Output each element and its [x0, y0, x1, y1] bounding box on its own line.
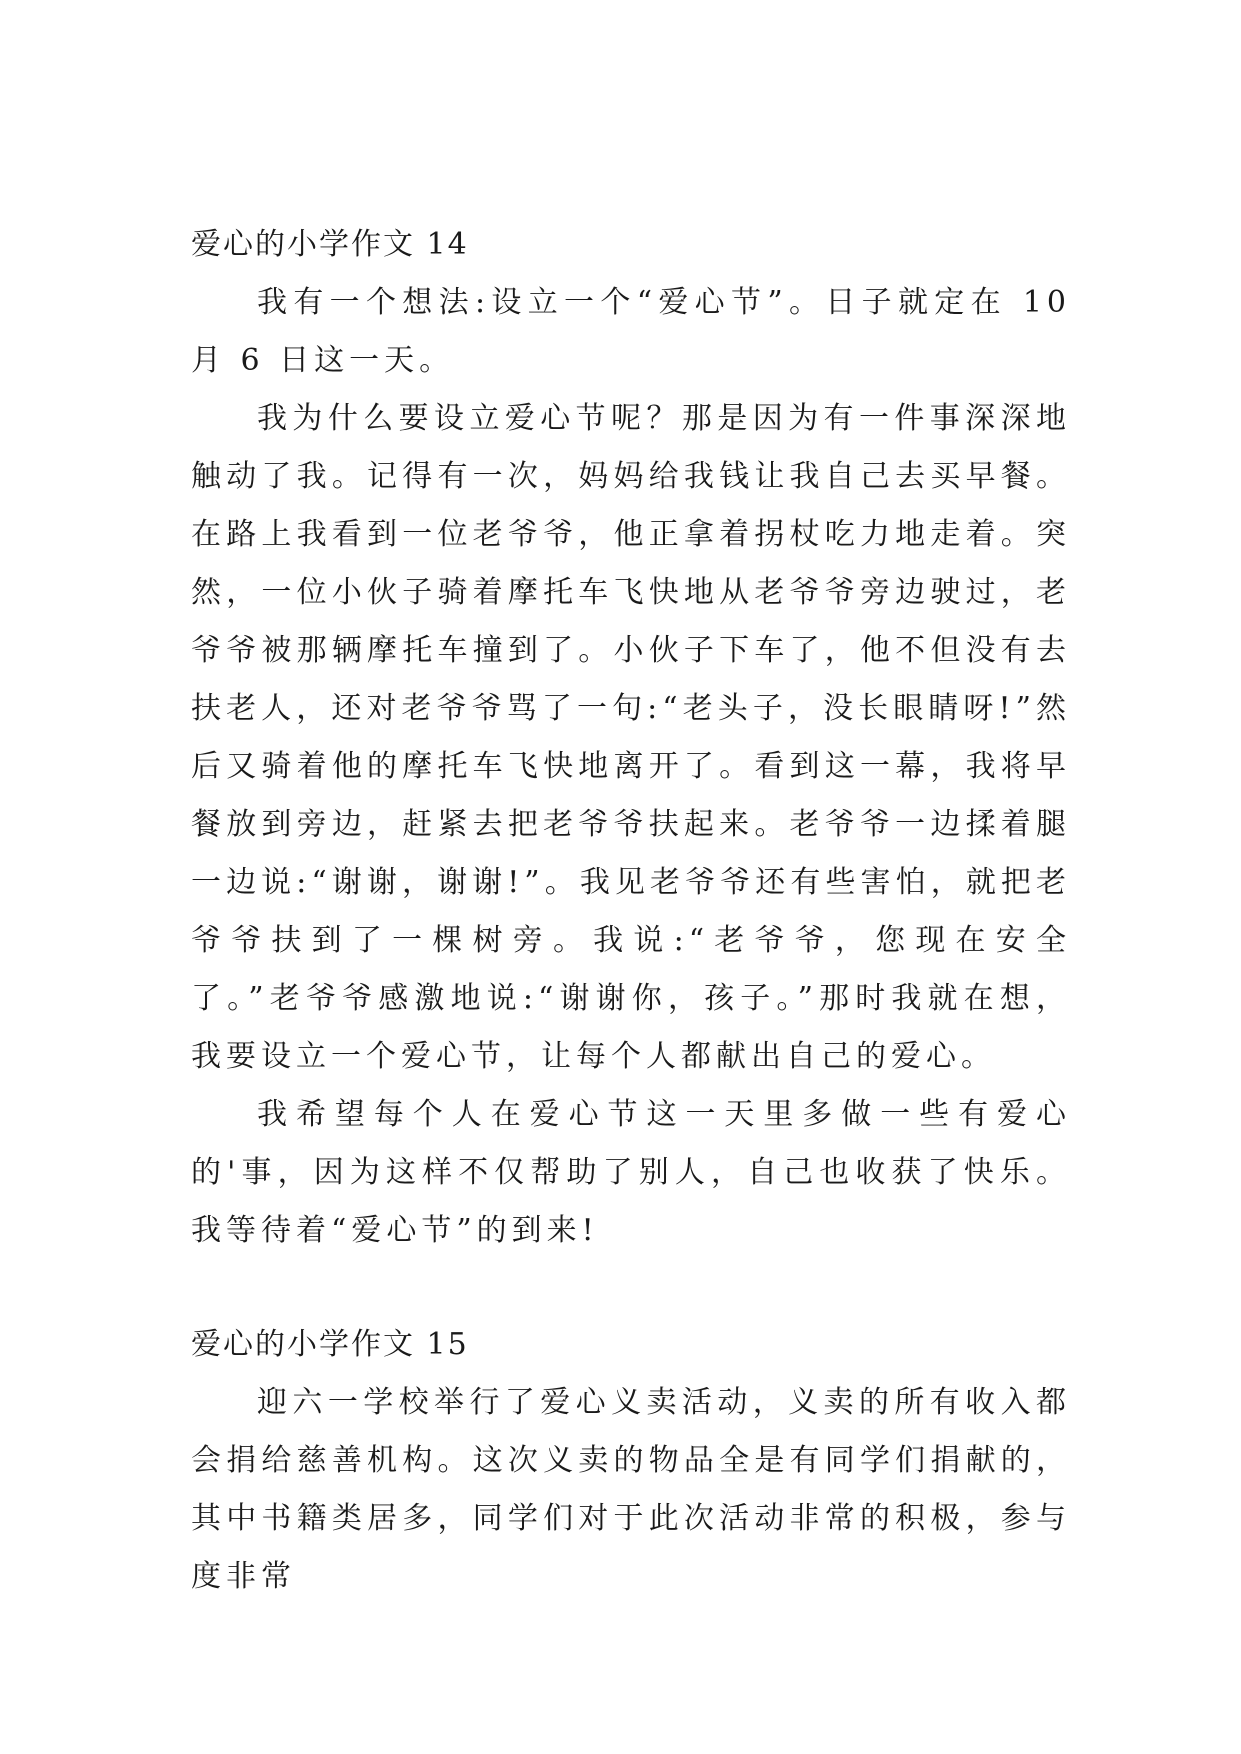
section-spacer	[191, 1260, 1071, 1316]
document-body	[191, 216, 1071, 1606]
essay-14	[191, 216, 1071, 1260]
essay-15-paragraph-1: 迎六一学校举行了爱心义卖活动，义卖的所有收入都会捐给慈善机构。这次义卖的物品全是有同学们捐献的，其中书籍类居多，同学们对于此次活动非常的积极，参与度非常	[191, 1385, 1071, 1594]
essay-15	[191, 1316, 1071, 1606]
essay-15-title: 爱心的小学作文 15	[191, 1327, 469, 1362]
essay-14-paragraph-3: 我希望每个人在爱心节这一天里多做一些有爱心的'事，因为这样不仅帮助了别人，自己也收获了快乐。我等待着“爱心节”的到来!	[191, 1097, 1071, 1248]
essay-14-title: 爱心的小学作文 14	[191, 227, 469, 262]
essay-14-paragraph-1: 我有一个想法:设立一个“爱心节”。日子就定在 10 月 6 日这一天。	[191, 285, 1071, 378]
essay-14-paragraph-2: 我为什么要设立爱心节呢？那是因为有一件事深深地触动了我。记得有一次，妈妈给我钱让我自己去买早餐。在路上我看到一位老爷爷，他正拿着拐杖吃力地走着。突然，一位小伙子骑着摩托车飞快地从老爷爷旁边驶过，老爷爷被那辆摩托车撞到了。小伙子下车了，他不但没有去扶老人，还对老爷爷骂了一句:“老头子，没长眼睛呀!”然后又骑着他的摩托车飞快地离开了。看到这一幕，我将早餐放到旁边，赶紧去把老爷爷扶起来。老爷爷一边揉着腿一边说:“谢谢，谢谢!”。我见老爷爷还有些害怕，就把老爷爷扶到了一棵树旁。我说:“老爷爷，您现在安全了。”老爷爷感激地说:“谢谢你，孩子。”那时我就在想，我要设立一个爱心节，让每个人都献出自己的爱心。	[191, 401, 1071, 1074]
